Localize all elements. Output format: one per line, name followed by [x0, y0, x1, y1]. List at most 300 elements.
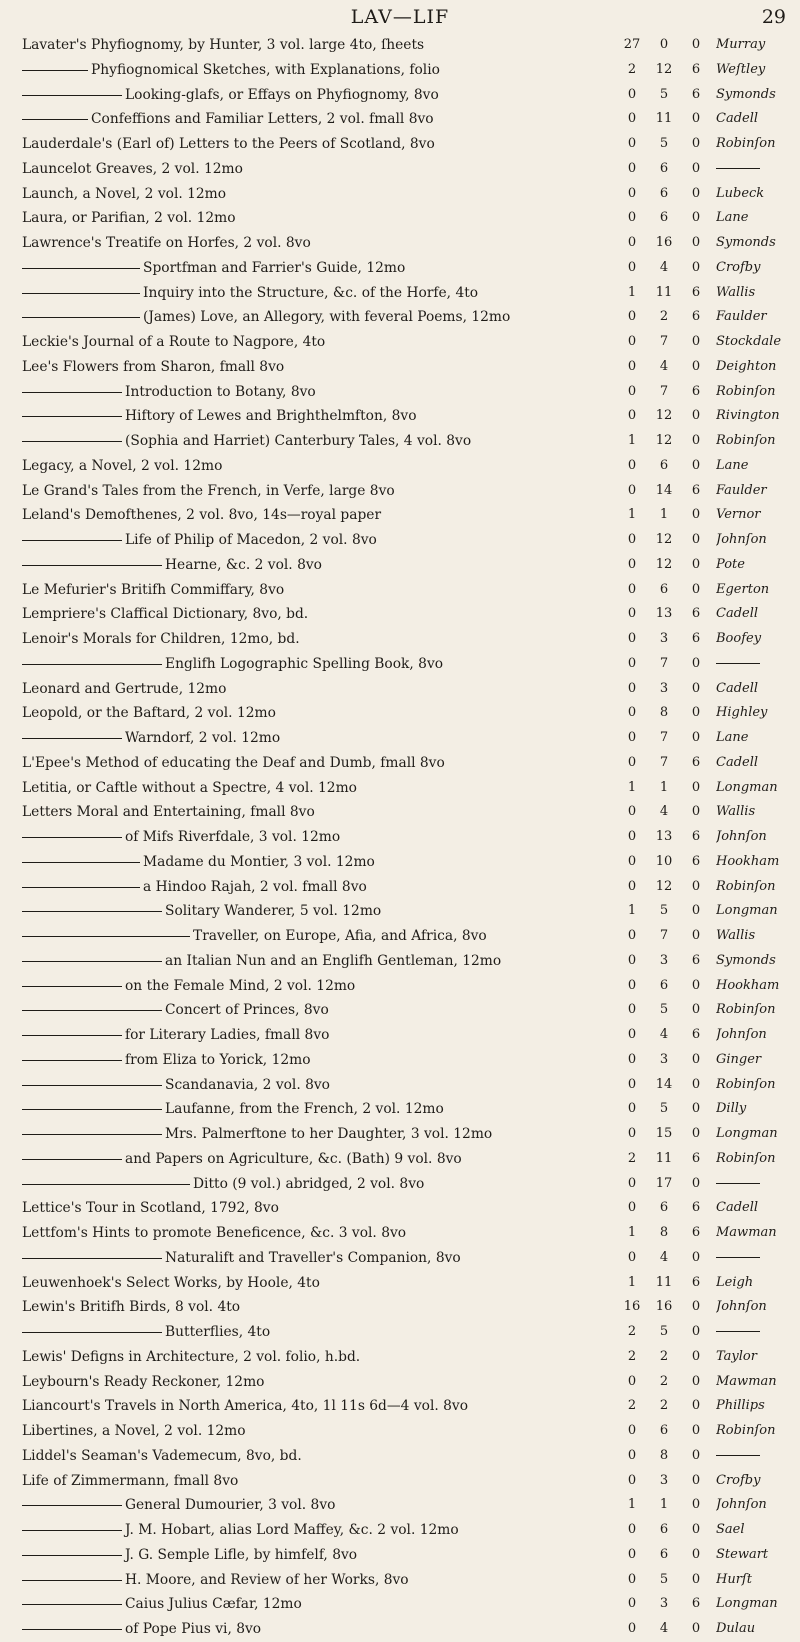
catalogue-entry [0, 701, 800, 726]
entry-publisher: Hookham [716, 853, 780, 869]
price-pence: 0 [691, 1373, 701, 1389]
entry-title-cell [22, 1147, 614, 1172]
catalogue-entry [0, 33, 800, 58]
price-pounds: 0 [627, 1472, 637, 1488]
price-pence: 0 [691, 457, 701, 473]
entry-publisher: Longman [716, 1126, 778, 1141]
entry-price [620, 949, 712, 974]
catalogue-entry [0, 726, 800, 751]
price-pounds: 0 [627, 730, 637, 745]
entry-title-cell [22, 1469, 614, 1494]
catalogue-entry [0, 776, 800, 801]
price-pounds: 0 [627, 1447, 637, 1463]
price-pounds: 0 [627, 705, 637, 721]
entry-title-cell [22, 899, 614, 924]
entry-title: of Mifs Riverfdale, 3 vol. 12mo [125, 829, 341, 845]
entry-price [620, 751, 712, 776]
price-pounds: 0 [627, 482, 637, 498]
price-shillings: 6 [659, 1200, 669, 1216]
entry-publisher: Cadell [716, 754, 759, 770]
entry-price [620, 528, 712, 553]
price-pence: 0 [691, 1299, 701, 1315]
catalogue-entry [0, 1023, 800, 1048]
entry-publisher: Wallis [716, 928, 756, 943]
entry-publisher [716, 157, 800, 182]
entry-title: Lawrence's Treatife on Horfes, 2 vol. 8vo [22, 235, 311, 251]
price-shillings: 4 [659, 358, 669, 374]
price-shillings: 5 [659, 136, 669, 151]
entry-publisher: Johnſon [716, 532, 767, 547]
entry-publisher: Ginger [716, 1051, 762, 1067]
ditto-dash [22, 1109, 162, 1110]
price-pounds: 2 [627, 1398, 637, 1414]
entry-price [620, 1419, 712, 1444]
price-pounds: 0 [627, 1101, 637, 1117]
entry-title-cell [22, 132, 614, 157]
ditto-dash [22, 1332, 162, 1333]
price-shillings: 3 [659, 952, 669, 968]
publisher-ditto-dash [716, 1455, 760, 1456]
publisher-ditto-dash [716, 1257, 760, 1258]
price-shillings: 12 [655, 878, 673, 894]
price-shillings: 3 [659, 1051, 669, 1067]
ditto-dash [22, 1010, 162, 1011]
price-pounds: 0 [627, 754, 637, 770]
ditto-dash [22, 1159, 122, 1160]
price-pence: 0 [691, 507, 701, 523]
catalogue-entry [0, 1419, 800, 1444]
entry-title-cell [22, 330, 614, 355]
catalogue-entry [0, 1320, 800, 1345]
price-pounds: 0 [627, 556, 637, 572]
entry-price [620, 1444, 712, 1469]
price-shillings: 2 [659, 1398, 669, 1414]
price-pence: 0 [691, 1546, 701, 1562]
publisher-ditto-dash [716, 663, 760, 664]
price-pounds: 0 [627, 160, 637, 176]
entry-price [620, 602, 712, 627]
entry-publisher: Phillips [716, 1398, 765, 1414]
price-pounds: 0 [627, 1571, 637, 1587]
price-pounds: 0 [627, 86, 637, 102]
catalogue-entry [0, 1147, 800, 1172]
entry-title-cell [22, 751, 614, 776]
ditto-dash [22, 317, 140, 318]
price-pounds: 0 [627, 1621, 637, 1636]
price-pounds: 0 [627, 383, 637, 399]
entry-title: Mrs. Palmerftone to her Daughter, 3 vol. 12mo [165, 1126, 493, 1142]
entry-title: Warndorf, 2 vol. 12mo [125, 730, 281, 746]
catalogue-entry [0, 1518, 800, 1543]
entry-publisher: Boofey [716, 631, 762, 646]
entry-title-cell [22, 1196, 614, 1221]
entry-title-cell [22, 429, 614, 454]
entry-price [620, 1048, 712, 1073]
ditto-dash [22, 1505, 122, 1506]
entry-publisher: Dilly [716, 1101, 747, 1117]
entry-title: Liancourt's Travels in North America, 4to, 1l 11s 6d—4 vol. 8vo [22, 1398, 469, 1415]
entry-publisher [716, 1246, 800, 1271]
price-pence: 0 [691, 259, 701, 275]
entry-publisher: Symonds [716, 86, 776, 102]
catalogue-entry [0, 1592, 800, 1617]
price-shillings: 14 [655, 1076, 673, 1092]
catalogue-entry [0, 602, 800, 627]
entry-title-cell [22, 380, 614, 405]
entry-price [620, 479, 712, 504]
entry-price [620, 899, 712, 924]
price-pence: 0 [691, 1398, 701, 1414]
catalogue-entry [0, 1394, 800, 1419]
catalogue-entry [0, 1097, 800, 1122]
entry-title: Butterflies, 4to [165, 1324, 271, 1340]
price-pounds: 1 [627, 507, 637, 523]
price-pence: 0 [691, 1002, 701, 1018]
price-pence: 0 [691, 903, 701, 919]
price-pounds: 0 [627, 1200, 637, 1216]
price-pounds: 0 [627, 1546, 637, 1562]
entry-price [620, 256, 712, 281]
price-pounds: 1 [627, 284, 637, 300]
entry-title-cell [22, 1617, 614, 1642]
entry-title: Hiftory of Lewes and Brighthelmfton, 8vo [125, 408, 417, 425]
ditto-dash [22, 837, 122, 838]
entry-price [620, 132, 712, 157]
catalogue-entry [0, 1617, 800, 1642]
price-pence: 0 [691, 1497, 701, 1513]
price-shillings: 2 [659, 1373, 669, 1389]
entry-publisher: Johnſon [716, 1299, 767, 1315]
price-pounds: 0 [627, 1373, 637, 1389]
price-shillings: 4 [659, 1027, 669, 1042]
entry-publisher: Leigh [716, 1274, 754, 1290]
price-pounds: 0 [627, 1249, 637, 1265]
publisher-ditto-dash [716, 1331, 760, 1332]
ditto-dash [22, 936, 190, 937]
price-shillings: 6 [659, 185, 669, 201]
price-pounds: 0 [627, 977, 637, 993]
catalogue-entry [0, 355, 800, 380]
price-pence: 0 [691, 136, 701, 151]
publisher-ditto-dash [716, 1183, 760, 1184]
entry-title: Confeffions and Familiar Letters, 2 vol. fmall 8vo [91, 111, 434, 128]
entry-price [620, 429, 712, 454]
entry-title: of Pope Pius vi, 8vo [125, 1621, 262, 1637]
price-shillings: 6 [659, 160, 669, 176]
entry-publisher: Mawman [716, 1373, 777, 1389]
catalogue-entry [0, 553, 800, 578]
catalogue-entry [0, 924, 800, 949]
entry-price [620, 1543, 712, 1568]
catalogue-entry [0, 850, 800, 875]
catalogue-entry [0, 1271, 800, 1296]
price-shillings: 11 [655, 111, 673, 127]
ditto-dash [22, 293, 140, 294]
price-shillings: 5 [659, 1324, 669, 1339]
entry-title: Lauderdale's (Earl of) Letters to the Peers of Scotland, 8vo [22, 136, 435, 152]
price-shillings: 8 [659, 1447, 669, 1463]
price-pounds: 0 [627, 655, 637, 671]
entry-publisher: Longman [716, 779, 778, 795]
price-pounds: 0 [627, 581, 637, 597]
price-shillings: 3 [659, 680, 669, 696]
catalogue-entry [0, 206, 800, 231]
entry-title: Leuwenhoek's Select Works, by Hoole, 4to [22, 1274, 320, 1291]
entry-price [620, 355, 712, 380]
entry-title: General Dumourier, 3 vol. 8vo [125, 1497, 336, 1514]
price-shillings: 14 [655, 482, 673, 498]
entry-price [620, 924, 712, 949]
price-shillings: 7 [659, 928, 669, 943]
entry-publisher: Mawman [716, 1225, 777, 1240]
catalogue-entry [0, 1444, 800, 1469]
entry-title-cell [22, 627, 614, 652]
entry-publisher: Cadell [716, 1200, 759, 1216]
price-pence: 6 [691, 1596, 701, 1612]
ditto-dash [22, 268, 140, 269]
entry-price [620, 107, 712, 132]
entry-publisher: Cadell [716, 680, 759, 696]
entry-publisher: Robinſon [716, 1002, 776, 1018]
entry-title: Laura, or Parifian, 2 vol. 12mo [22, 210, 236, 227]
price-pounds: 0 [627, 235, 637, 250]
catalogue-entry [0, 454, 800, 479]
price-shillings: 13 [655, 606, 673, 622]
entry-title: Laufanne, from the French, 2 vol. 12mo [165, 1101, 444, 1118]
price-shillings: 4 [659, 1249, 669, 1265]
price-shillings: 6 [659, 457, 669, 473]
entry-publisher: Highley [716, 705, 768, 721]
entry-publisher: Wallis [716, 804, 756, 820]
entry-publisher: Sael [716, 1522, 745, 1537]
entry-publisher: Faulder [716, 482, 767, 498]
price-shillings: 5 [659, 903, 669, 919]
price-pounds: 0 [627, 878, 637, 894]
price-pounds: 0 [627, 1522, 637, 1537]
ditto-dash [22, 1134, 162, 1135]
entry-price [620, 33, 712, 58]
entry-title: Looking-glafs, or Effays on Phyfiognomy, 8vo [125, 86, 439, 103]
catalogue-entry [0, 1469, 800, 1494]
entry-publisher: Robinſon [716, 1423, 776, 1438]
ditto-dash [22, 565, 162, 566]
entry-title: Leopold, or the Baftard, 2 vol. 12mo [22, 705, 276, 722]
entry-title-cell [22, 1493, 614, 1518]
entry-price [620, 1246, 712, 1271]
ditto-dash [22, 416, 122, 417]
price-pounds: 0 [627, 532, 637, 547]
entry-title-cell [22, 1394, 614, 1419]
price-pounds: 0 [627, 358, 637, 374]
entry-title: and Papers on Agriculture, &c. (Bath) 9 vol. 8vo [125, 1150, 462, 1167]
entry-publisher: Hurſt [716, 1571, 752, 1587]
entry-title-cell [22, 231, 614, 256]
price-pence: 6 [691, 1274, 701, 1290]
entry-publisher: Cadell [716, 111, 759, 127]
entry-publisher: Murray [716, 37, 766, 52]
entry-price [620, 157, 712, 182]
page-number: 29 [761, 6, 786, 28]
entry-title: Libertines, a Novel, 2 vol. 12mo [22, 1423, 246, 1439]
price-shillings: 13 [655, 829, 673, 844]
catalogue-entry [0, 83, 800, 108]
price-shillings: 15 [655, 1126, 673, 1141]
price-shillings: 7 [659, 383, 669, 399]
price-shillings: 12 [655, 61, 673, 77]
entry-price [620, 1122, 712, 1147]
entry-price [620, 875, 712, 900]
catalogue-entry [0, 899, 800, 924]
price-pence: 0 [691, 1249, 701, 1265]
price-pence: 0 [691, 1348, 701, 1364]
catalogue-entry [0, 1493, 800, 1518]
entry-publisher: Robinſon [716, 433, 776, 448]
entry-publisher: Crofby [716, 1472, 761, 1488]
price-shillings: 6 [659, 581, 669, 597]
entry-title: Leybourn's Ready Reckoner, 12mo [22, 1373, 265, 1390]
price-pounds: 0 [627, 185, 637, 201]
price-pounds: 2 [627, 1150, 637, 1166]
entry-title: Lavater's Phyfiognomy, by Hunter, 3 vol. large 4to, ſheets [22, 37, 425, 53]
entry-price [620, 998, 712, 1023]
price-shillings: 7 [659, 655, 669, 671]
entry-title-cell [22, 1246, 614, 1271]
entry-title-cell [22, 1073, 614, 1098]
entry-title: Sportfman and Farrier's Guide, 12mo [143, 259, 406, 276]
entry-title: J. G. Semple Lifle, by himfelf, 8vo [125, 1546, 358, 1563]
price-pence: 0 [691, 185, 701, 201]
price-pence: 0 [691, 334, 701, 349]
catalogue-entries [0, 33, 800, 1642]
price-shillings: 4 [659, 259, 669, 275]
price-pence: 0 [691, 160, 701, 176]
entry-title: Lenoir's Morals for Children, 12mo, bd. [22, 631, 300, 647]
catalogue-entry [0, 256, 800, 281]
ditto-dash [22, 70, 88, 71]
catalogue-entry [0, 1196, 800, 1221]
entry-title-cell [22, 1023, 614, 1048]
price-pence: 0 [691, 878, 701, 894]
entry-publisher: Stewart [716, 1546, 769, 1562]
catalogue-entry [0, 751, 800, 776]
entry-title-cell [22, 602, 614, 627]
catalogue-entry [0, 1345, 800, 1370]
catalogue-entry [0, 231, 800, 256]
entry-title-cell [22, 528, 614, 553]
entry-price [620, 1023, 712, 1048]
ditto-dash [22, 862, 140, 863]
entry-publisher: Weſtley [716, 61, 766, 77]
entry-title: Lewin's Britifh Birds, 8 vol. 4to [22, 1299, 241, 1316]
price-pounds: 2 [627, 61, 637, 77]
entry-title: L'Epee's Method of educating the Deaf and Dumb, fmall 8vo [22, 754, 445, 771]
entry-title: Leonard and Gertrude, 12mo [22, 680, 227, 697]
entry-price [620, 627, 712, 652]
ditto-dash [22, 1555, 122, 1556]
entry-price [620, 305, 712, 330]
price-pounds: 0 [627, 853, 637, 869]
price-pounds: 0 [627, 631, 637, 646]
price-pence: 0 [691, 235, 701, 250]
entry-publisher [716, 652, 800, 677]
entry-title-cell [22, 281, 614, 306]
catalogue-entry [0, 1543, 800, 1568]
price-shillings: 1 [659, 507, 669, 523]
catalogue-entry [0, 974, 800, 999]
entry-title: Solitary Wanderer, 5 vol. 12mo [165, 903, 382, 920]
ditto-dash [22, 119, 88, 120]
entry-price [620, 825, 712, 850]
entry-title-cell [22, 949, 614, 974]
price-shillings: 6 [659, 1546, 669, 1562]
entry-title: Caius Julius Cæfar, 12mo [125, 1596, 302, 1613]
price-pence: 0 [691, 1126, 701, 1141]
entry-publisher: Johnſon [716, 1027, 767, 1042]
price-shillings: 0 [659, 37, 669, 52]
price-pence: 6 [691, 606, 701, 622]
entry-price [620, 1469, 712, 1494]
price-shillings: 5 [659, 1571, 669, 1587]
price-pounds: 0 [627, 111, 637, 127]
price-pence: 0 [691, 210, 701, 226]
price-pence: 0 [691, 977, 701, 993]
catalogue-entry [0, 58, 800, 83]
entry-title: an Italian Nun and an Englifh Gentleman, 12mo [165, 952, 502, 969]
entry-title-cell [22, 1097, 614, 1122]
price-shillings: 11 [655, 1274, 673, 1290]
catalogue-entry [0, 157, 800, 182]
entry-title-cell [22, 83, 614, 108]
entry-price [620, 1394, 712, 1419]
entry-title: Liddel's Seaman's Vademecum, 8vo, bd. [22, 1447, 302, 1464]
price-shillings: 5 [659, 86, 669, 102]
entry-price [620, 503, 712, 528]
price-pounds: 0 [627, 210, 637, 226]
entry-publisher: Wallis [716, 284, 756, 300]
entry-price [620, 1172, 712, 1197]
catalogue-entry [0, 1172, 800, 1197]
entry-title: Letitia, or Caftle without a Spectre, 4 vol. 12mo [22, 779, 357, 796]
entry-title-cell [22, 479, 614, 504]
price-pence: 0 [691, 1447, 701, 1463]
entry-title-cell [22, 33, 614, 58]
price-pence: 6 [691, 1150, 701, 1166]
entry-title-cell [22, 58, 614, 83]
entry-title: Scandanavia, 2 vol. 8vo [165, 1076, 330, 1093]
price-shillings: 4 [659, 1621, 669, 1636]
price-pence: 0 [691, 804, 701, 820]
price-pence: 0 [691, 1051, 701, 1067]
catalogue-entry [0, 107, 800, 132]
entry-publisher: Robinſon [716, 1150, 776, 1166]
ditto-dash [22, 1580, 122, 1581]
entry-title-cell [22, 1320, 614, 1345]
catalogue-entry [0, 1122, 800, 1147]
entry-price [620, 701, 712, 726]
price-shillings: 16 [655, 1299, 673, 1315]
entry-price [620, 454, 712, 479]
entry-title-cell [22, 875, 614, 900]
price-pence: 6 [691, 309, 701, 325]
entry-title: (Sophia and Harriet) Canterbury Tales, 4 vol. 8vo [125, 433, 472, 449]
price-pounds: 1 [627, 1225, 637, 1240]
price-pounds: 1 [627, 1274, 637, 1290]
entry-price [620, 726, 712, 751]
entry-title: Lettfom's Hints to promote Beneficence, &c. 3 vol. 8vo [22, 1225, 407, 1241]
catalogue-entry [0, 429, 800, 454]
catalogue-entry [0, 1073, 800, 1098]
catalogue-entry [0, 627, 800, 652]
